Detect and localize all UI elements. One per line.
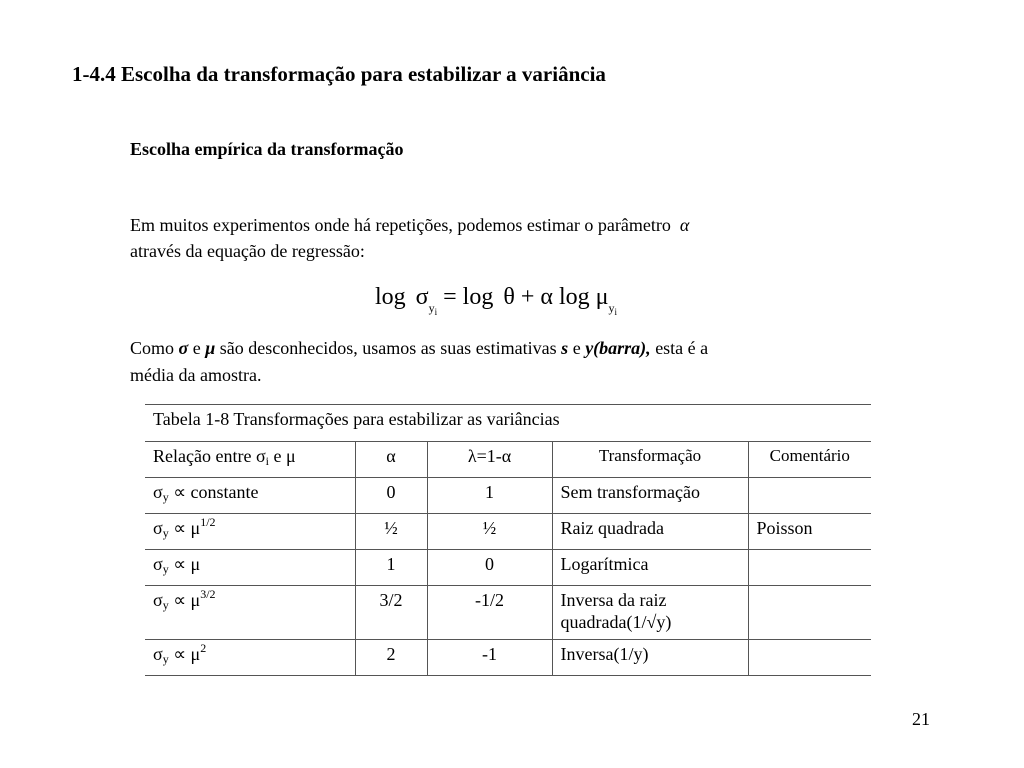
transformation-line-1: Inversa da raiz — [560, 590, 667, 610]
relation-text: ∝ μ — [168, 590, 201, 610]
intro-line-2: através da equação de regressão: — [130, 241, 365, 261]
sigma-symbol: σ — [178, 338, 189, 358]
cell-comment — [748, 478, 871, 514]
intro-paragraph — [130, 212, 890, 264]
table-caption-row — [145, 405, 871, 442]
cell-comment — [748, 550, 871, 586]
relation-sigma: σ — [153, 482, 163, 502]
transformations-table — [145, 404, 871, 676]
equation-sub-i: i — [434, 307, 438, 317]
relation-sigma: σ — [153, 554, 163, 574]
cell-relation — [145, 586, 355, 640]
cell-comment — [748, 586, 871, 640]
intro-line-1-text: Em muitos experimentos onde há repetições, podemos estimar o parâmetro — [130, 215, 671, 235]
relation-sub-y: y — [162, 598, 169, 612]
equation-mu-subscript — [608, 301, 617, 315]
equation-theta: θ — [503, 284, 515, 310]
section-title: 1-4.4 Escolha da transformação para estabilizar a variância — [72, 62, 606, 86]
cell-transformation: Logarítmica — [552, 550, 748, 586]
cell-comment — [748, 640, 871, 676]
equation-sigma: σ — [415, 284, 429, 310]
header-comment: Comentário — [748, 442, 871, 478]
cell-alpha: 1 — [355, 550, 427, 586]
cell-lambda: ½ — [427, 514, 552, 550]
estimates-line-2: média da amostra. — [130, 365, 262, 385]
cell-transformation: Sem transformação — [552, 478, 748, 514]
table-row — [145, 478, 871, 514]
relation-sub-y: y — [162, 490, 169, 504]
relation-sub-y: y — [162, 526, 169, 540]
cell-relation — [145, 478, 355, 514]
cell-relation — [145, 640, 355, 676]
mu-symbol: μ — [205, 338, 216, 358]
header-e-mu: e μ — [268, 446, 296, 466]
cell-alpha: 2 — [355, 640, 427, 676]
equation-plus-alpha-log: + α log — [520, 284, 590, 310]
page-number: 21 — [912, 709, 930, 729]
cell-alpha: 3/2 — [355, 586, 427, 640]
relation-sigma: σ — [153, 644, 163, 664]
table-row — [145, 640, 871, 676]
equation-sub-y: y — [428, 301, 435, 315]
table-row — [145, 586, 871, 640]
relation-power: 1/2 — [200, 515, 216, 529]
relation-sub-y: y — [162, 652, 169, 666]
word-como: Como — [130, 338, 175, 358]
equation-equals-log: = log — [443, 284, 494, 310]
table-row — [145, 550, 871, 586]
cell-alpha: ½ — [355, 514, 427, 550]
cell-comment: Poisson — [748, 514, 871, 550]
alpha-symbol: α — [679, 215, 690, 235]
equation-sigma-subscript — [429, 301, 438, 315]
equation-sub-i2: i — [614, 307, 617, 317]
cell-transformation: Raiz quadrada — [552, 514, 748, 550]
header-sigma: σ — [255, 446, 266, 466]
intro-line-1 — [130, 212, 890, 238]
cell-relation — [145, 550, 355, 586]
table-caption: Tabela 1-8 Transformações para estabilizar as variâncias — [145, 405, 871, 442]
relation-text: ∝ μ — [168, 644, 201, 664]
header-transformation: Transformação — [552, 442, 748, 478]
word-e: e — [192, 338, 201, 358]
relation-text: ∝ μ — [168, 554, 201, 574]
word-e-2: e — [572, 338, 581, 358]
relation-power: 2 — [200, 641, 207, 655]
cell-lambda: 1 — [427, 478, 552, 514]
header-relation-label: Relação entre — [153, 446, 256, 466]
relation-sigma: σ — [153, 518, 163, 538]
estimates-text-end: esta é a — [655, 338, 709, 358]
transformation-line-2: quadrada(1/√y) — [560, 612, 672, 632]
relation-text: ∝ constante — [168, 482, 259, 502]
cell-relation — [145, 514, 355, 550]
table-header-row — [145, 442, 871, 478]
relation-sub-y: y — [162, 562, 169, 576]
estimates-text: são desconhecidos, usamos as suas estimativas — [219, 338, 557, 358]
equation-log: log — [375, 284, 406, 310]
header-relation — [145, 442, 355, 478]
relation-sigma: σ — [153, 590, 163, 610]
estimate-ybarra: y(barra), — [585, 338, 651, 358]
equation-sub-y2: y — [608, 301, 615, 315]
cell-transformation: Inversa(1/y) — [552, 640, 748, 676]
cell-lambda: -1 — [427, 640, 552, 676]
table-row — [145, 514, 871, 550]
header-sub-i: i — [265, 454, 269, 468]
estimate-s: s — [561, 338, 569, 358]
estimates-line-1 — [130, 335, 890, 362]
cell-transformation — [552, 586, 748, 640]
relation-text: ∝ μ — [168, 518, 201, 538]
cell-lambda: 0 — [427, 550, 552, 586]
header-alpha: α — [355, 442, 427, 478]
estimates-paragraph — [130, 335, 890, 389]
regression-equation — [375, 282, 617, 327]
section-subtitle: Escolha empírica da transformação — [130, 139, 404, 159]
header-lambda: λ=1-α — [427, 442, 552, 478]
cell-lambda: -1/2 — [427, 586, 552, 640]
relation-power: 3/2 — [200, 587, 216, 601]
equation-mu: μ — [595, 284, 609, 310]
cell-alpha: 0 — [355, 478, 427, 514]
